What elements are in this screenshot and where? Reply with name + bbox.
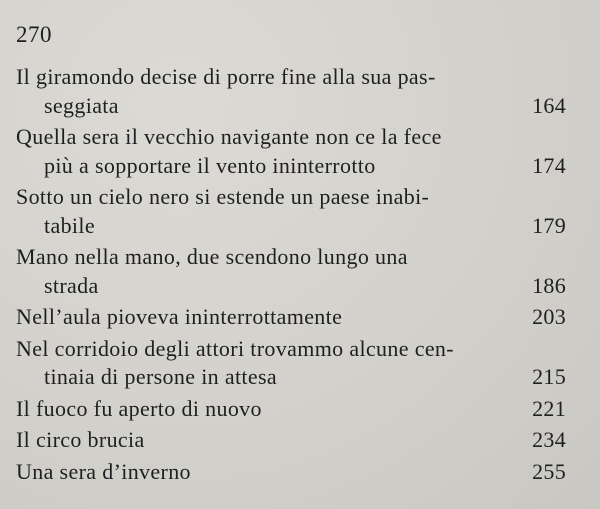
entry-title-line: Quella sera il vecchio navigante non ce la fece	[16, 124, 442, 149]
entry-title-line: seggiata	[44, 92, 119, 118]
entry-title-line: Mano nella mano, due scendono lungo una	[16, 244, 408, 269]
entry-page-number: 215	[532, 364, 566, 389]
toc-entry	[16, 123, 566, 180]
entry-title-line: Una sera d’inverno	[16, 458, 191, 484]
toc-entry	[16, 426, 566, 455]
entry-title-line: Nel corridoio degli attori trovammo alcune cen-	[16, 335, 454, 361]
table-of-contents	[16, 63, 566, 489]
entry-page-number: 186	[532, 272, 566, 298]
entry-page-number: 221	[532, 395, 566, 421]
entry-title-line: Il fuoco fu aperto di nuovo	[16, 395, 262, 421]
page-number: 270	[16, 22, 52, 47]
entry-page-number: 234	[532, 427, 566, 452]
toc-entry	[16, 303, 566, 332]
entry-title-line: tabile	[44, 212, 95, 238]
entry-title-line: tinaia di persone in attesa	[44, 364, 278, 389]
entry-title-line: Il circo brucia	[16, 427, 145, 452]
entry-page-number: 164	[532, 92, 566, 118]
entry-page-number: 179	[532, 212, 566, 238]
entry-title-line: più a sopportare il vento ininterrotto	[44, 152, 376, 178]
entry-title-line: Nell’aula pioveva ininterrottamente	[16, 304, 343, 329]
entry-title-line: Il giramondo decise di porre fine alla sua pas-	[16, 64, 436, 89]
entry-page-number: 255	[532, 458, 566, 484]
toc-entry	[16, 243, 566, 300]
toc-entry	[16, 63, 566, 120]
entry-title-line: strada	[44, 272, 99, 298]
entry-title-line: Sotto un cielo nero si estende un paese inabi-	[16, 184, 430, 209]
toc-entry	[16, 335, 566, 392]
entry-page-number: 203	[532, 304, 566, 329]
toc-entry	[16, 183, 566, 240]
entry-page-number: 174	[532, 152, 566, 178]
toc-entry	[16, 395, 566, 424]
toc-entry	[16, 458, 566, 487]
